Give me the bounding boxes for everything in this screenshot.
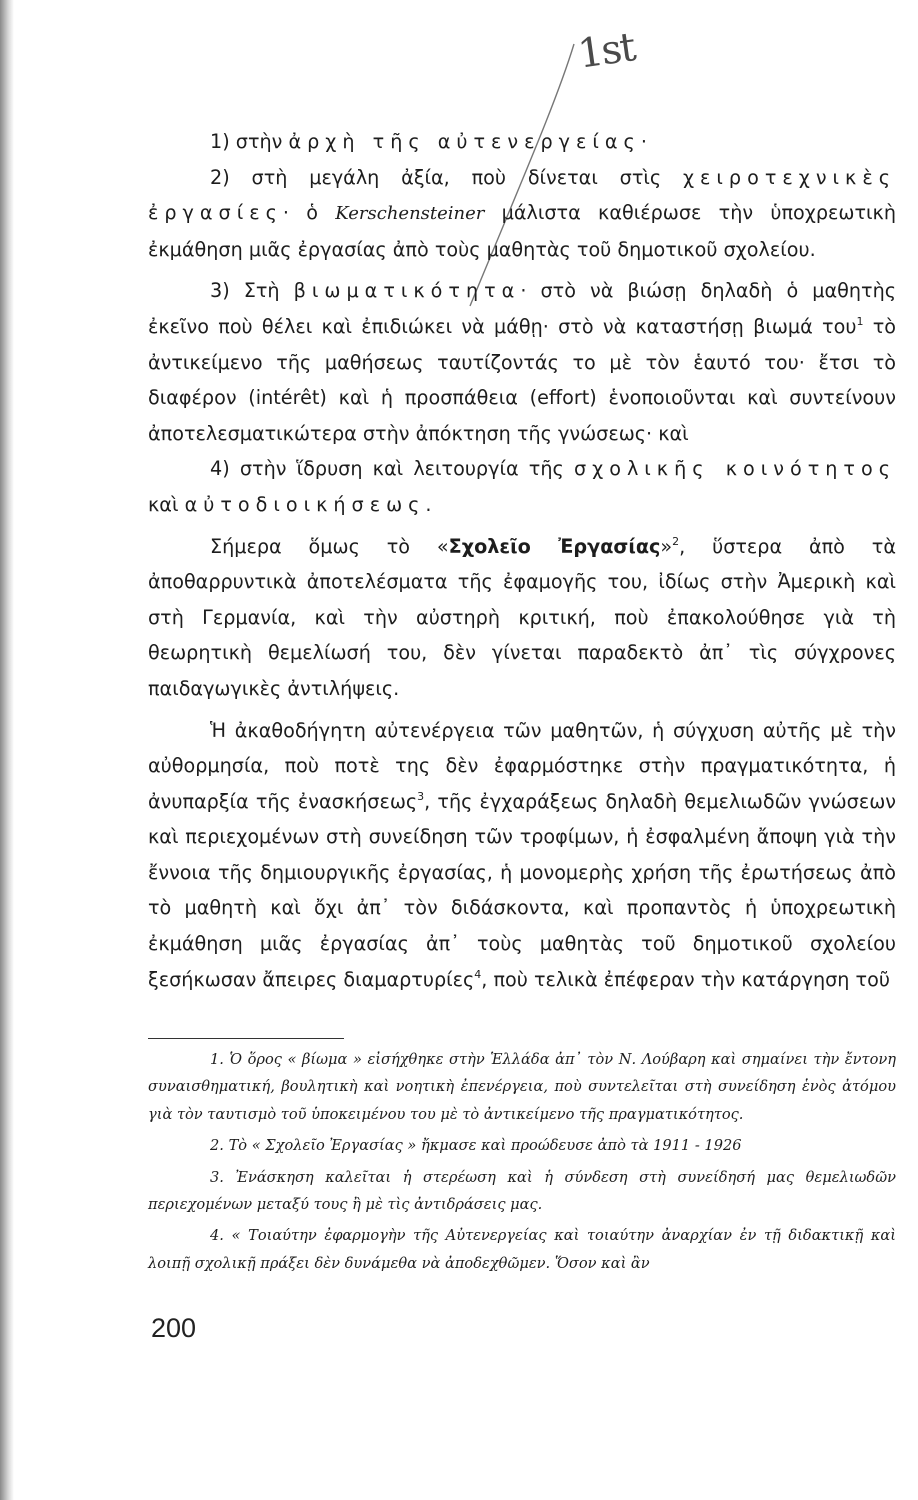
text-run: , ποὺ τελικὰ ἐπέφεραν τὴν κατάργηση τοῦ xyxy=(481,967,890,991)
bold-term: Σχολεῖο Ἐργασίας xyxy=(448,534,661,558)
text-run: . xyxy=(425,492,432,516)
footnotes xyxy=(148,1046,896,1281)
text-run: , ὕστερα ἀπὸ τὰ ἀποθαρρυντικὰ ἀποτελέσματα τῆς ἐφαμογῆς του, ἰδίως στὴν Ἀμερικὴ καὶ στὴ Γερμανία, καὶ τὴν αὐστηρὴ κριτική, ποὺ ἐπακολούθησε γιὰ τὴ θεωρητικὴ θεμελίωσή του, δὲν γίνεται παραδεκτὸ ἀπ᾿ τὶς σύγχρονες παιδαγωγικὲς ἀντιλήψεις. xyxy=(148,534,896,700)
text-run: 3) Στὴ xyxy=(210,279,294,303)
spaced-term: ἀρχὴ τῆς αὐτενεργείας xyxy=(288,130,641,153)
handwritten-annotation: 1st xyxy=(575,24,637,78)
text-run: Σήμερα ὅμως τὸ « xyxy=(210,534,449,558)
footnote-ref: 1 xyxy=(856,314,864,328)
paragraph-5 xyxy=(148,529,896,707)
footnote: 3. Ἐνάσκηση καλεῖται ἡ στερέωση καὶ ἡ σύνδεση στὴ συνείδησή μας θεμελιωδῶν περιεχομένων μεταξύ τους ἢ μὲ τὶς ἀντιδράσεις μας. xyxy=(148,1168,896,1214)
text-run: · στὸ νὰ βιώσῃ δηλαδὴ ὁ μαθητὴς ἐκεῖνο ποὺ θέλει καὶ ἐπιδιώκει νὰ μάθῃ· στὸ νὰ καταστήσῃ βιωμά του xyxy=(148,279,896,338)
footnote: 1. Ὁ ὅρος « βίωμα » εἰσήχθηκε στὴν Ἑλλάδα ἀπ᾿ τὸν Ν. Λούβαρη καὶ σημαίνει τὴν ἔντονη συναισθηματική, βουλητικὴ καὶ νοητικὴ ἐπενέργεια, ποὺ συντελεῖται στὴ συνείδηση ἑνὸς ἀτόμου γιὰ τὸν ταυτισμὸ τοῦ ὑποκειμένου του μὲ τὸ ἀντικείμενο τῆς πραγματικότητος. xyxy=(148,1051,896,1123)
footnote-ref: 3 xyxy=(417,789,425,803)
footnote-rule xyxy=(148,1038,344,1039)
text-run: καὶ xyxy=(148,492,185,516)
footnote: 4. « Τοιαύτην ἐφαρμογὴν τῆς Αὐτενεργείας καὶ τοιαύτην ἀναρχίαν ἐν τῇ διδακτικῇ καὶ λοιπῇ σχολικῇ πράξει δὲν δυνάμεθα νὰ ἀποδεχθῶμεν. Ὅσον καὶ ἂν xyxy=(148,1227,896,1272)
footnote-ref: 2 xyxy=(672,534,680,548)
text-run: · xyxy=(640,130,647,153)
text-run: · ὁ xyxy=(282,201,336,225)
footnote: 2. Τὸ « Σχολεῖο Ἐργασίας » ἤκμασε καὶ προώδευσε ἀπὸ τὰ 1911 - 1926 xyxy=(210,1137,742,1155)
spaced-term: χειροτεχνικὲς ἐργασίες xyxy=(148,165,896,225)
paragraph-1 xyxy=(148,124,896,160)
text-run: 2) στὴ μεγάλη ἀξία, ποὺ δίνεται στὶς xyxy=(210,165,683,189)
main-text xyxy=(148,124,896,997)
paragraph-2 xyxy=(148,160,896,268)
paragraph-3 xyxy=(148,273,896,451)
author-name: Kerschensteiner xyxy=(335,203,485,225)
spaced-term: βιωματικότητα xyxy=(293,279,521,303)
text-run: 1) στὴν xyxy=(210,130,289,153)
footnote-ref: 4 xyxy=(474,967,482,981)
spaced-term: σχολικῆς κοινότητος xyxy=(573,457,896,481)
text-run: » xyxy=(660,534,673,558)
spaced-term: αὐτοδιοικήσεως xyxy=(184,492,426,516)
paragraph-4 xyxy=(148,451,896,522)
page-number: 200 xyxy=(151,1313,197,1343)
text-run: , τῆς ἐγχαράξεως δηλαδὴ θεμελιωδῶν γνώσεων καὶ περιεχομένων στὴ συνείδηση τῶν τροφίμων, ἡ ἐσφαλμένη ἄποψη γιὰ τὴν ἔννοια τῆς δημιουργικῆς ἐργασίας, ἡ μονομερὴς χρήση τῆς ἐρωτήσεως ἀπὸ τὸ μαθητὴ καὶ ὄχι ἀπ᾿ τὸν διδάσκοντα, καὶ προπαντὸς ἡ ὑποχρεωτικὴ ἐκμάθηση μιᾶς ἐργασίας ἀπ᾿ τοὺς μαθητὰς τοῦ δημοτικοῦ σχολείου ξεσήκωσαν ἄπειρες διαμαρτυρίες xyxy=(148,789,896,991)
text-run: Ἡ ἀκαθοδήγητη αὐτενέργεια τῶν μαθητῶν, ἡ σύγχυση αὐτῆς μὲ τὴν αὐθορμησία, ποὺ ποτὲ της δὲν ἐφαρμόστηκε στὴν πραγματικότητα, ἡ ἀνυπαρξία τῆς ἐνασκήσεως xyxy=(148,718,896,813)
paragraph-6 xyxy=(148,713,896,998)
text-run: μάλιστα καθιέρωσε τὴν ὑποχρεωτικὴ ἐκμάθηση μιᾶς ἐργασίας ἀπὸ τοὺς μαθητὰς τοῦ δημοτικοῦ σχολείου. xyxy=(148,201,897,261)
text-run: 4) στὴν ἵδρυση καὶ λειτουργία τῆς xyxy=(210,457,574,481)
text-run: τὸ ἀντικείμενο τῆς μαθήσεως ταυτίζοντάς το μὲ τὸν ἑαυτό του· ἔτσι τὸ διαφέρον (intérêt) καὶ ἡ προσπάθεια (effort) ἑνοποιοῦνται καὶ συντείνουν ἀποτελεσματικώτερα στὴν ἀπόκτηση τῆς γνώσεως· καὶ xyxy=(148,314,896,445)
